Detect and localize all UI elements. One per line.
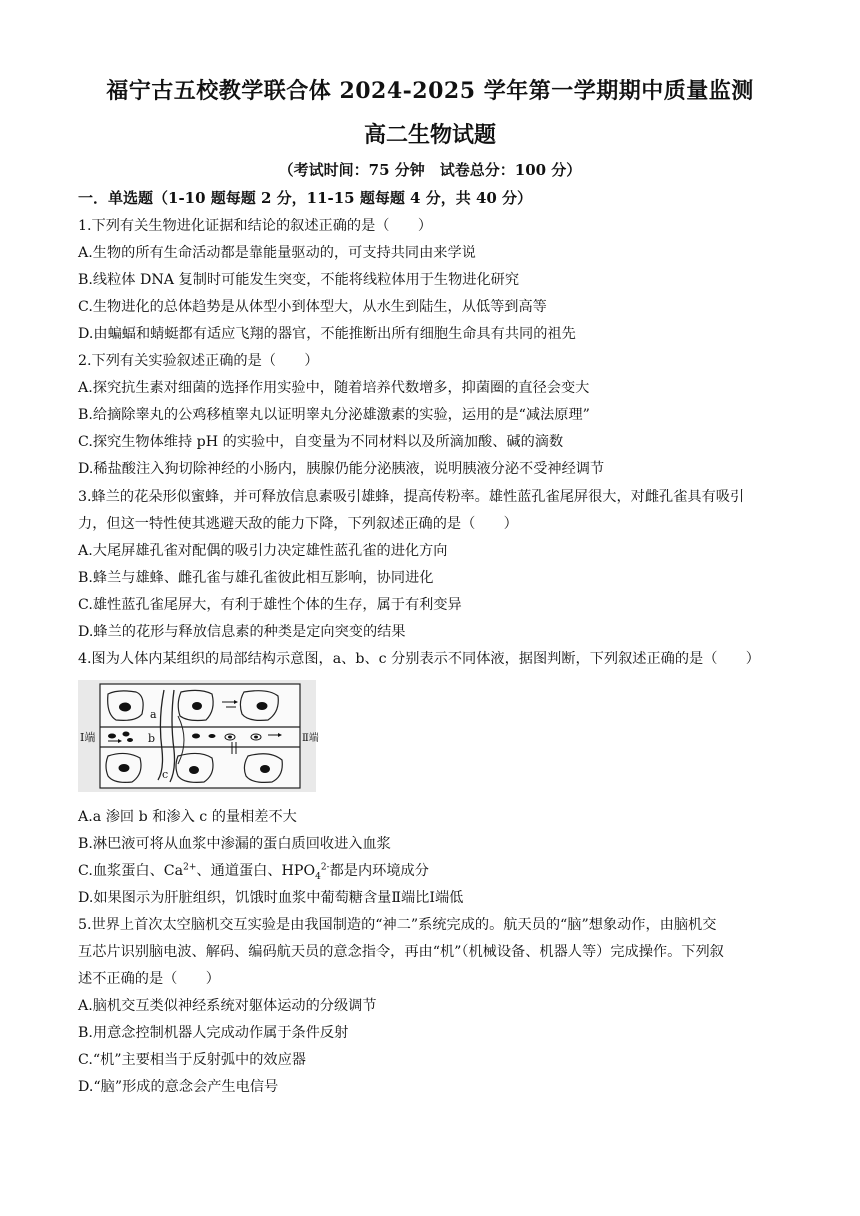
q3-stem-line2: 力，但这一特性使其逃避天敌的能力下降，下列叙述正确的是（ ） — [78, 516, 518, 532]
q4-option-c: C.血浆蛋白、$Ca^{2+}$、通道蛋白、$HPO_4^{2-}$都是内环境成分 — [78, 862, 429, 882]
q2-option-b: B.给摘除睾丸的公鸡移植睾丸以证明睾丸分泌雄激素的实验，运用的是“减法原理” — [78, 407, 590, 423]
q5-option-b: B.用意念控制机器人完成动作属于条件反射 — [78, 1025, 349, 1041]
q5-option-a: A.脑机交互类似神经系统对躯体运动的分级调节 — [78, 998, 377, 1014]
q1-option-d: D.由蝙蝠和蜻蜓都有适应飞翔的器官，不能推断出所有细胞生命具有共同的祖先 — [78, 326, 576, 342]
q2-option-d: D.稀盐酸注入狗切除神经的小肠内，胰腺仍能分泌胰液，说明胰液分泌不受神经调节 — [78, 461, 605, 477]
q2-option-c: C.探究生物体维持 pH 的实验中，自变量为不同材料以及所滴加酸、碱的滴数 — [78, 434, 564, 450]
q1-option-c: C.生物进化的总体趋势是从体型小到体型大，从水生到陆生，从低等到高等 — [78, 299, 547, 315]
q5-option-d: D.“脑”形成的意念会产生电信号 — [78, 1079, 279, 1095]
q5-stem-line1: 5.世界上首次太空脑机交互实验是由我国制造的“神二”系统完成的。航天员的“脑”想象动作，由脑机交 — [78, 917, 717, 933]
q1-option-b: B.线粒体 DNA 复制时可能发生突变，不能将线粒体用于生物进化研究 — [78, 272, 520, 288]
q3-option-b: B.蜂兰与雄蜂、雌孔雀与雄孔雀彼此相互影响，协同进化 — [78, 570, 434, 586]
q5-stem-line3: 述不正确的是（ ） — [78, 971, 220, 987]
q4-option-d: D.如果图示为肝脏组织，饥饿时血浆中葡萄糖含量Ⅱ端比Ⅰ端低 — [78, 890, 464, 906]
q2-stem: 2.下列有关实验叙述正确的是（ ） — [78, 353, 319, 369]
q5-stem-line2: 互芯片识别脑电波、解码、编码航天员的意念指令，再由“机”（机械设备、机器人等）完成操作。下列叙 — [78, 944, 724, 960]
q1-stem: 1.下列有关生物进化证据和结论的叙述正确的是（ ） — [78, 218, 433, 234]
q3-option-d: D.蜂兰的花形与释放信息素的种类是定向突变的结果 — [78, 624, 406, 640]
exam-subtitle: 高二生物试题 — [363, 122, 496, 148]
q3-option-c: C.雄性蓝孔雀尾屏大，有利于雄性个体的生存，属于有利变异 — [78, 597, 462, 613]
label-end-1: Ⅰ端 — [80, 731, 96, 744]
exam-title: 福宁古五校教学联合体 2024-2025 学年第一学期期中质量监测 — [106, 78, 754, 104]
q3-stem-line1: 3.蜂兰的花朵形似蜜蜂，并可释放信息素吸引雄蜂，提高传粉率。雄性蓝孔雀尾屏很大，对雌孔雀具有吸引 — [78, 489, 745, 505]
label-b: b — [148, 732, 156, 745]
q4-option-a: A.a 渗回 b 和渗入 c 的量相差不大 — [78, 809, 297, 825]
q4-stem: 4.图为人体内某组织的局部结构示意图，a、b、c 分别表示不同体液，据图判断，下列叙述正确的是（ ） — [78, 651, 760, 667]
section-heading: 一．单选题（1-10 题每题 2 分，11-15 题每题 4 分，共 40 分） — [78, 189, 533, 207]
tissue-structure-diagram — [78, 680, 319, 792]
label-c: c — [162, 768, 169, 781]
q2-option-a: A.探究抗生素对细菌的选择作用实验中，随着培养代数增多，抑菌圈的直径会变大 — [78, 380, 590, 396]
label-end-2: Ⅱ端 — [302, 733, 319, 744]
label-a: a — [150, 708, 157, 721]
q1-option-a: A.生物的所有生命活动都是靠能量驱动的，可支持共同由来学说 — [78, 245, 476, 261]
exam-info: （考试时间：75 分钟 试卷总分：100 分） — [278, 161, 582, 179]
q3-option-a: A.大尾屏雄孔雀对配偶的吸引力决定雄性蓝孔雀的进化方向 — [78, 543, 448, 559]
q5-option-c: C.“机”主要相当于反射弧中的效应器 — [78, 1052, 306, 1068]
q4-option-b: B.淋巴液可将从血浆中渗漏的蛋白质回收进入血浆 — [78, 836, 391, 852]
